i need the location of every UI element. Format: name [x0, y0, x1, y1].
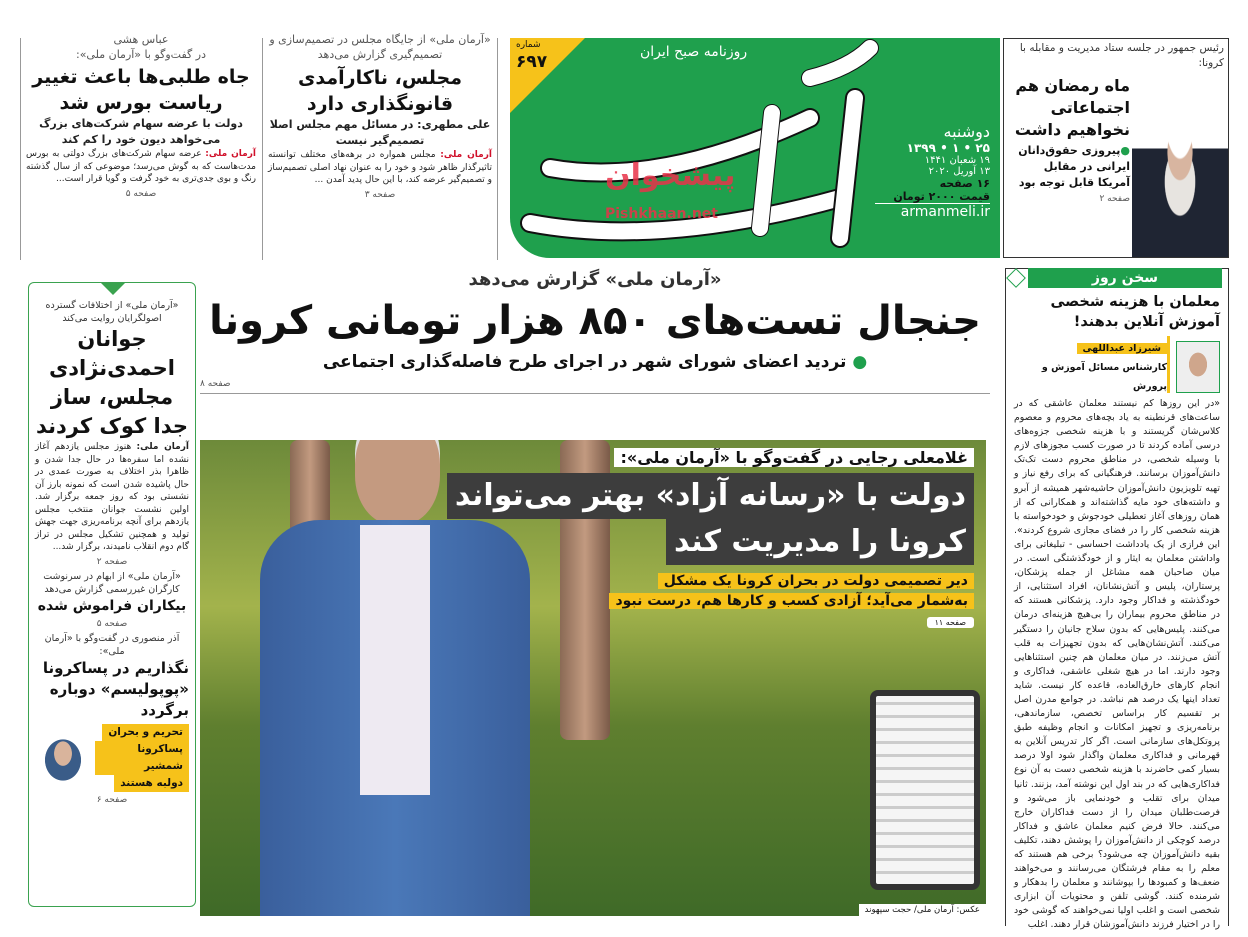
page-ref: صفحه ۲	[96, 556, 128, 567]
rouhani-photo	[1132, 75, 1228, 258]
bullet-icon: ●	[1120, 144, 1130, 157]
story-kicker: «آرمان ملی» از جایگاه مجلس در تصمیم‌سازی و تصمیم‌گیری گزارش می‌دهد	[269, 33, 491, 61]
left-sidebar	[28, 282, 196, 907]
day: دوشنبه	[943, 122, 990, 141]
watermark-en: Pishkhaan.net	[605, 206, 718, 222]
story-lead	[26, 148, 256, 186]
date-solar: ۲۵ • ۱ • ۱۳۹۹	[906, 141, 990, 155]
watermark-fa: پیشخوان	[605, 158, 736, 193]
story-majles[interactable]	[268, 32, 492, 201]
story-subhead: علی مطهری: در مسائل مهم مجلس اصلا تصمیم‌گیر نیست	[269, 118, 491, 147]
editorial-column[interactable]	[1005, 268, 1229, 931]
story-lead	[35, 441, 189, 554]
story-headline: جاه طلبی‌ها باعث تغییر ریاست بورس شد	[32, 66, 250, 114]
story-unemployed[interactable]	[35, 570, 189, 630]
editorial-body: «در این روزها کم نیستند معلمان عاشقی که در ساعت‌های قرنطینه به یاد بچه‌های محروم و معصوم کلاس‌شان گریستند و با هزینه شخصی جزوه‌های درسی آماده کردند تا در صورت کسب مجوزهای لازم با وسیله شخصی، در مناطق محروم دست تک‌تک دانش‌آموزان برسانند. فرهنگیانی که برای رفع نیاز و تهیه تلویزیون دانش‌آموزان حاشیه‌شهر همیشه از آبرو و داشته‌های خود مایه گذاشته‌اند و همکارانی که از همان روزهای آغاز تعطیلی خودجوش و خودخواسته با هزینه شخصی کار را در فضای مجازی شروع کردند». این فرازی از یک یادداشت احساسی - تبلیغاتی برای واداشتن معلمان به ایثار و از خودگذشتگی است. در میان صاحبان همه مشاغل از جمله پزشکان، پرستاران، پلیس و آتش‌نشانان، افراد استثنایی، از خودگذشته و فداکار وجود دارد. پزشکانی هستند که در مناطق محروم بیماران را بی‌هیچ هزینه‌ای درمان می‌کنند. پلیس‌هایی که بدون سلاح جانیان را دستگیر می‌کنند. آتش‌نشان‌هایی که بدون تجهیزات به قلب آتش می‌زنند. در میان معلمان هم چنین استثناهایی وجود دارند. اما در هیچ شغلی عاشقی، فداکاری و انجام کارهای خارق‌العاده، قاعده کار نیست. شاید تعداد اینها یک درصد هم نباشد. در جوامع مدرن اصل بر تقسیم کار براساس تخصص، سازماندهی، برنامه‌ریزی و تجهیز امکانات و انجام وظیفه طبق پروتکل‌های سازمانی است. اگر کار تدریس آنلاین به قهرمانی و فداکاری معلمان واگذار شود اولا درصد بسیار کمی حاضرند با هزینه شخصی دست به آن نوع فداکاری‌هایی که در بند اول این نوشته آمد، بزنند. ثانیا میدان برای تقلب و خودنمایی باز می‌شود و فرصت‌طلبان میدان را از دست فداکاران خارج می‌کنند. حالا فرض کنیم معلمان عاشق و فداکار درصد کوچکی از دانش‌آموزان را پوشش دهند، تکلیف بقیه دانش‌آموزان چه می‌شود؟ برخی هم هستند که معلم را به مقام فرشتگان می‌رسانند و می‌خواهند ضعف‌ها و کمبودها را بپوشانند و معلمان را بدهکار و شرمنده کنند. گوشی تلفن و محتویات آن ابزاری شخصی است و اغلب اولیا نمی‌خواهند که گوشی خود را در اختیار فرزند دانش‌آموزشان قرار دهند. اغلب	[1014, 398, 1220, 931]
feature-photo[interactable]	[200, 440, 986, 916]
story-kicker: «آرمان ملی» از اختلافات گسترده اصولگرایان روایت می‌کند	[45, 300, 179, 324]
bullet-icon: ●	[852, 352, 868, 372]
diamond-icon	[1006, 268, 1026, 288]
author-title: کارشناس مسائل آموزش و پرورش	[1041, 362, 1167, 392]
main-story[interactable]	[200, 268, 990, 394]
price: قیمت ۲۰۰۰ تومان	[893, 190, 990, 203]
lead-text: عرضه سهام شرکت‌های بزرگ دولتی به بورس مدت‌هاست که به گوش می‌رسد؛ موضوعی که از سال گذشته رنگ و بوی جدی‌تری به خود گرفت و گویا قرار است...	[26, 149, 256, 184]
page-ref: صفحه ۸	[200, 379, 231, 389]
triangle-marker-icon	[101, 283, 125, 295]
bench	[870, 690, 980, 890]
story-lead	[268, 149, 492, 187]
story-ahmadinejad[interactable]	[35, 299, 189, 568]
author-name: شیرزاد عبداللهی	[1077, 343, 1167, 354]
feature-headline-1: دولت با «رسانه آزاد» بهتر می‌تواند	[447, 473, 974, 519]
feature-kicker: غلامعلی رجایی در گفت‌وگو با «آرمان ملی»:	[614, 448, 974, 467]
tagline: روزنامه صبح ایران	[640, 44, 748, 60]
story-sub: تحریم و بحران	[102, 724, 189, 741]
story-kicker: «آرمان ملی» از ابهام در سرنوشت کارگران غیررسمی گزارش می‌دهد	[43, 570, 181, 595]
website-link[interactable]: armanmeli.ir	[875, 203, 990, 220]
story-author: عباس هشی	[113, 33, 169, 46]
issue-number: ۶۹۷	[516, 52, 548, 72]
story-populism[interactable]	[35, 632, 189, 806]
story-subhead: دولت با عرضه سهام شرکت‌های بزرگ می‌خواهد دیون خود را کم کند	[39, 117, 243, 146]
lead-text: مجلس همواره در برهه‌های مختلف توانسته تاثیرگذار ظاهر شود و خود را به عنوان نهاد اصلی تصمیم‌ساز و تصمیم‌گیر عرضه کند، با این حال پدید آمدن ...	[268, 150, 492, 185]
lead-text: هنوز مجلس یازدهم آغاز نشده اما سفره‌ها در حال جدا شدن و ظاهرا بذر اختلاف به صورت عمدی در حال پاشیده شدن است که نمونه بارز آن نشستی بود که روز جمعه برگزار شد. اولین نشست جوانان منتخب مجلس یازدهم برای آنچه برنامه‌ریزی جهت جهش تولید و همچنین تشکیل مجلس در تراز گام دوم انقلاب نامیدند، برگزار شد...	[35, 442, 189, 552]
story-borse[interactable]	[26, 32, 256, 200]
photo-credit: عکس: آرمان ملی/ حجت سپهوند	[859, 904, 986, 916]
main-subhead: تردید اعضای شورای شهر در اجرای طرح فاصله‌گذاری اجتماعی	[322, 352, 847, 372]
story-headline: مجلس، ناکارآمدی قانونگذاری دارد	[298, 67, 462, 115]
lead-label: آرمان ملی:	[440, 150, 493, 160]
feature-headline-2: کرونا را مدیریت کند	[666, 519, 974, 565]
story-subhead: پیروزی حقوق‌دانان ایرانی در مقابل آمریکا قابل توجه بود	[1018, 144, 1130, 189]
main-kicker: «آرمان ملی» گزارش می‌دهد	[468, 269, 722, 290]
author-photo	[1176, 341, 1220, 393]
date-lunar: ۱۹ شعبان ۱۴۴۱	[924, 155, 990, 166]
story-headline: نگذاریم در پساکرونا «پوپولیسم» دوباره برگردد	[42, 658, 189, 719]
divider	[200, 393, 990, 394]
page-ref: صفحه ۵	[96, 618, 128, 629]
story-kicker: در گفت‌وگو با «آرمان ملی»:	[75, 48, 206, 61]
story-kicker: رئیس جمهور در جلسه ستاد مدیریت و مقابله با کرونا:	[1019, 42, 1224, 69]
story-sub: دولبه هستند	[114, 775, 189, 792]
date-gregorian: ۱۳ آوریل ۲۰۲۰	[928, 166, 990, 177]
lead-label: آرمان ملی:	[205, 149, 257, 159]
page-count: ۱۶ صفحه	[939, 177, 990, 190]
main-headline: جنجال تست‌های ۸۵۰ هزار تومانی کرونا	[209, 298, 981, 344]
feature-sub-2: به‌شمار می‌آید؛ آزادی کسب و کارها هم، درست نبود	[609, 593, 974, 609]
page-ref: صفحه ۱۱	[927, 617, 974, 628]
story-sub: پساکرونا شمشیر	[95, 741, 189, 775]
story-headline: بیکاران فراموش شده	[37, 597, 187, 614]
page-ref: صفحه ۳	[364, 189, 396, 200]
mansouri-photo	[35, 728, 91, 792]
story-rouhani[interactable]	[1003, 38, 1229, 258]
story-headline: ماه رمضان هم اجتماعاتی نخواهیم داشت	[1014, 76, 1130, 139]
story-headline: جوانان احمدی‌نژادی مجلس، ساز جدا کوک کردند	[35, 327, 189, 438]
masthead	[510, 38, 1000, 258]
section-title: سخن روز	[1028, 268, 1222, 288]
editorial-headline: معلمان با هزینه شخصی آموزش آنلاین بدهند!	[1050, 294, 1220, 330]
feature-sub-1: دیر تصمیمی دولت در بحران کرونا یک مشکل	[658, 573, 974, 589]
story-kicker: آذر منصوری در گفت‌وگو با «آرمان ملی»:	[44, 632, 180, 657]
issue-label: شماره	[516, 40, 541, 50]
page-ref: صفحه ۶	[96, 794, 128, 805]
page-ref: صفحه ۲	[1099, 194, 1130, 204]
page-ref: صفحه ۵	[125, 188, 157, 199]
lead-label: آرمان ملی:	[136, 442, 189, 452]
